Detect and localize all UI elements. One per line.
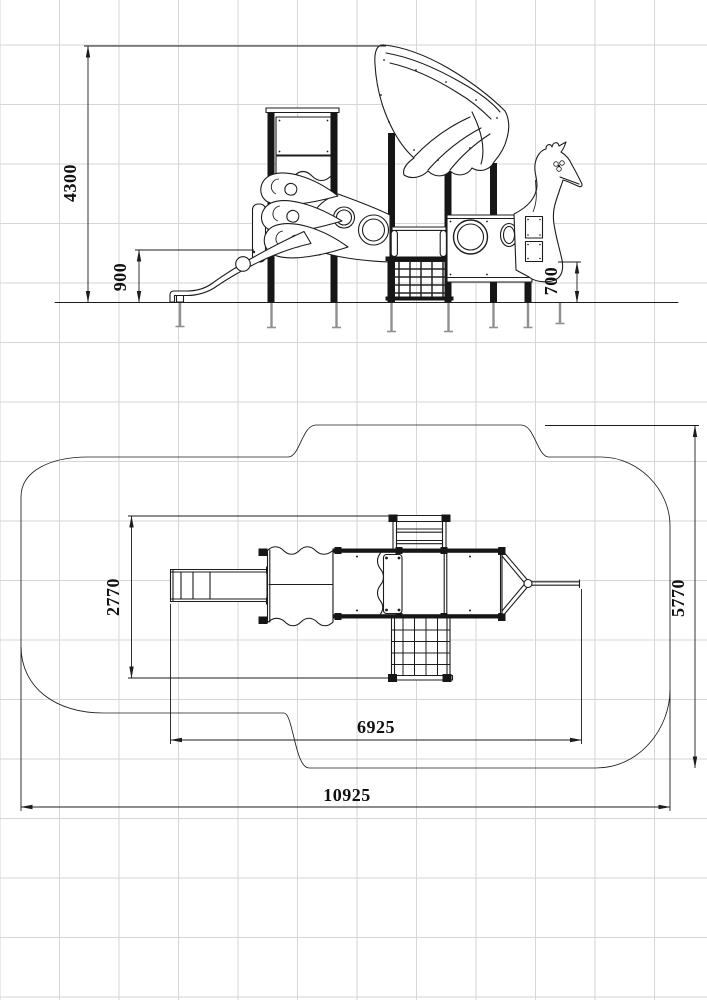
dim-label-900: 900 (110, 262, 130, 292)
dim-label-5770: 5770 (668, 579, 688, 617)
plan-ladder (389, 515, 451, 550)
grab-handle (440, 231, 446, 257)
dim-label-2770: 2770 (103, 578, 123, 616)
middle-deck (388, 227, 447, 262)
plan-net (388, 618, 453, 682)
dimension-zone-width (545, 426, 699, 769)
grab-handle (391, 231, 397, 257)
elevation-view (55, 45, 678, 332)
dim-label-6925: 6925 (357, 717, 395, 737)
dim-label-10925: 10925 (323, 785, 371, 805)
slide-foot (177, 296, 184, 303)
tower-panel (276, 117, 331, 155)
plan-deck (333, 547, 506, 620)
plan-slide (171, 567, 277, 605)
footings (176, 302, 565, 332)
left-tower (266, 108, 339, 181)
cabin-porthole (454, 220, 488, 254)
slide-window (236, 257, 251, 272)
plan-wavy-tower (259, 547, 334, 626)
dim-label-700: 700 (541, 266, 561, 296)
dim-label-4300: 4300 (60, 164, 80, 202)
plan-bow (498, 548, 580, 622)
dimension-zone-length (21, 647, 670, 811)
swan-neck-head (514, 142, 582, 282)
tower-top-bar (266, 108, 339, 113)
slide (170, 232, 311, 303)
climbing-net (386, 257, 454, 303)
plan-view (21, 425, 699, 811)
